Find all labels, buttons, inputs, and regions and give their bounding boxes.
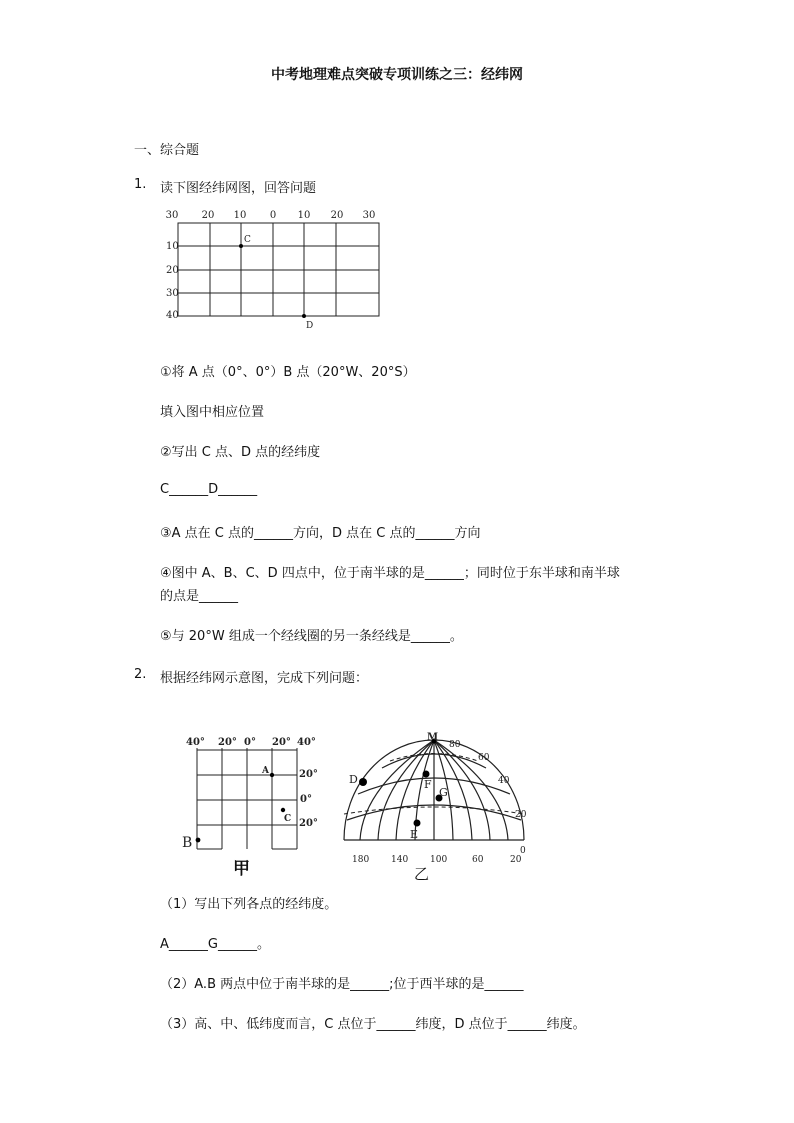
question-2-number: 2. (134, 667, 147, 682)
jia-top-label: 20° (218, 737, 237, 748)
q2-sub2: （2）A.B 两点中位于南半球的是______;位于西半球的是______ (160, 977, 524, 992)
jia-point-b-marker (196, 838, 201, 843)
q1-left-label: 30 (166, 288, 179, 299)
yi-point-d-label: D (349, 773, 358, 786)
yi-point-f-label: F (424, 778, 432, 791)
yi-arc-label: 60 (478, 753, 490, 763)
q2-figure-yi (338, 728, 533, 883)
yi-point-d-marker (359, 778, 367, 786)
q1-sub3: ③A 点在 C 点的______方向，D 点在 C 点的______方向 (160, 526, 481, 541)
q1-point-d-label: D (306, 321, 314, 331)
yi-arc-label: 40 (498, 776, 510, 786)
q1-top-label: 10 (233, 210, 247, 221)
page-title: 中考地理难点突破专项训练之三：经纬网 (271, 67, 523, 83)
section-heading: 一、综合题 (134, 143, 200, 158)
q1-left-label: 40 (166, 310, 179, 321)
question-1-number: 1. (134, 177, 147, 192)
q1-top-label: 30 (362, 210, 376, 221)
q1-left-label: 20 (166, 265, 179, 276)
q1-sub2-blanks: C______D______ (160, 482, 258, 497)
jia-point-c-marker (281, 808, 285, 812)
yi-point-g-label: G (439, 786, 448, 799)
q1-sub4-line2: 的点是______ (160, 589, 239, 604)
jia-top-label: 0° (244, 737, 256, 748)
jia-right-label: 20° (299, 769, 318, 780)
q1-left-label: 10 (166, 241, 179, 252)
question-1-prompt: 读下图经纬网图，回答问题 (160, 181, 317, 196)
q2-sub1: （1）写出下列各点的经纬度。 (160, 897, 338, 912)
q1-top-label: 20 (330, 210, 344, 221)
q1-top-label: 10 (297, 210, 311, 221)
jia-right-label: 0° (300, 794, 312, 805)
jia-point-b-label: B (182, 835, 193, 851)
q1-top-label: 0 (269, 210, 277, 221)
jia-top-label: 40° (186, 737, 205, 748)
q1-sub1-line2: 填入图中相应位置 (160, 405, 265, 420)
question-2-prompt: 根据经纬网示意图，完成下列问题： (160, 671, 369, 686)
q1-sub5: ⑤与 20°W 组成一个经线圈的另一条经线是______。 (160, 629, 463, 644)
yi-point-m-label: M (427, 732, 439, 743)
jia-top-label: 20° (272, 737, 291, 748)
q1-top-label: 30 (165, 210, 179, 221)
jia-point-c-label: C (284, 814, 292, 824)
q1-sub4-line1: ④图中 A、B、C、D 四点中，位于南半球的是______；同时位于东半球和南半球 (160, 566, 620, 581)
jia-point-a-marker (270, 773, 274, 777)
q1-graticule-figure (160, 205, 385, 335)
yi-point-e-label: E (410, 828, 419, 841)
q1-sub2: ②写出 C 点、D 点的经纬度 (160, 445, 321, 460)
yi-arc-label: 80 (449, 740, 461, 750)
yi-caption: 乙 (414, 865, 430, 883)
jia-caption: 甲 (233, 859, 250, 879)
q2-sub3: （3）高、中、低纬度而言，C 点位于______纬度，D 点位于______纬度。 (160, 1017, 586, 1032)
yi-arc-label: 20 (515, 810, 527, 820)
yi-bottom-label: 20 (510, 855, 522, 865)
yi-bottom-label: 60 (472, 855, 484, 865)
q1-top-label: 20 (201, 210, 215, 221)
yi-bottom-label: 140 (391, 855, 409, 865)
yi-bottom-label: 180 (352, 855, 370, 865)
q1-point-c-marker (239, 244, 243, 248)
yi-bottom-label: 100 (430, 855, 448, 865)
q2-sub1-blanks: A______G______。 (160, 937, 270, 952)
yi-point-f-marker (423, 771, 430, 778)
yi-arc-label: 0 (520, 846, 526, 856)
yi-point-e-marker (414, 820, 421, 827)
q1-sub1-line1: ①将 A 点（0°、0°）B 点（20°W、20°S） (160, 365, 416, 380)
jia-point-a-label: A (262, 766, 269, 776)
q1-point-c-label: C (244, 235, 251, 245)
q1-point-d-marker (302, 314, 306, 318)
jia-top-label: 40° (297, 737, 316, 748)
jia-right-label: 20° (299, 818, 318, 829)
q2-figure-jia (178, 730, 328, 880)
